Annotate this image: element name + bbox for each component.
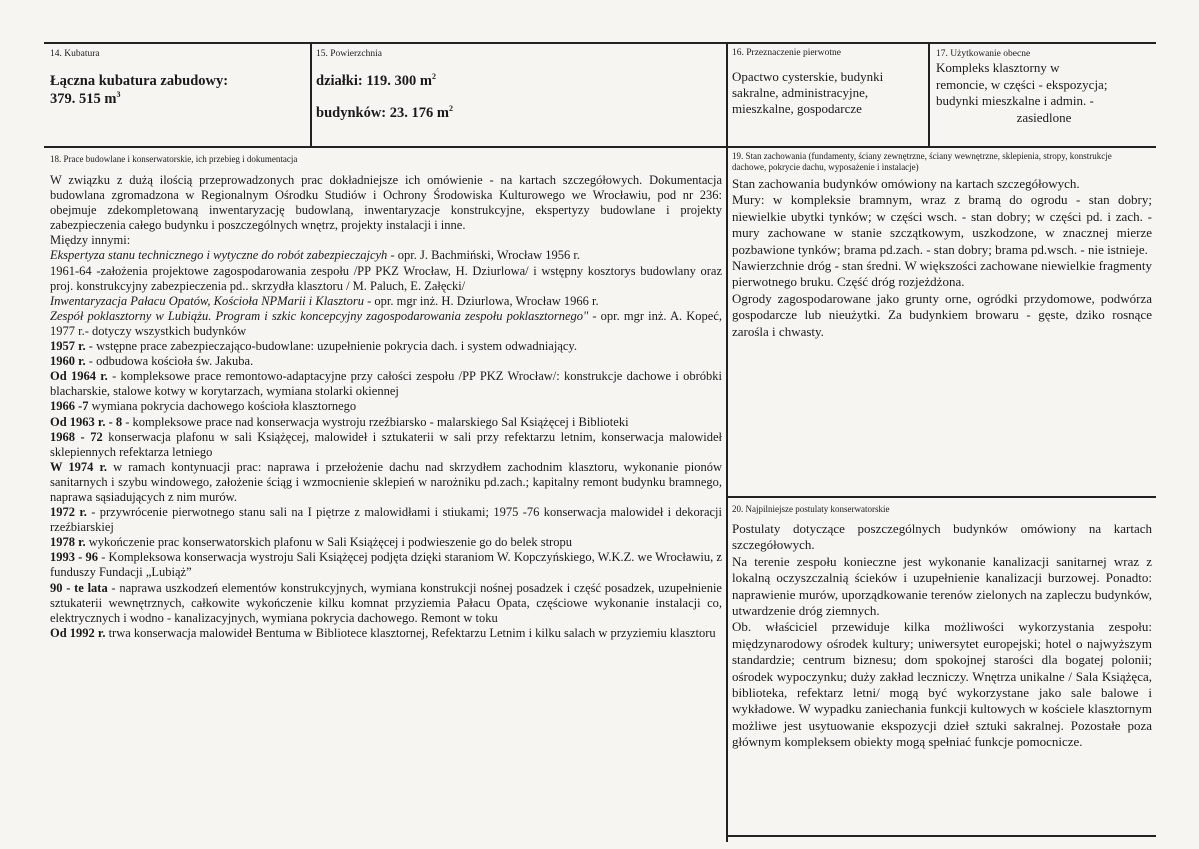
prace-doc: Ekspertyza stanu technicznego i wytyczne do robót zabezpieczajcyh - opr. J. Bachmiński, Wrocław 1956 r. bbox=[50, 248, 580, 263]
prace-entry-text: - naprawa uszkodzeń elementów konstrukcyjnych, wymiana konstrukcji nośnej posadzek i część posadzek, uzupełnienie sztukaterii wewnętrznych, całkowite wykończenie kilku komnat przyziemia Pałacu Opata, częściowe wykonanie instalacji co, elektrycznych i wodno - kanalizacyjnych, wymiana pokrycia dachowego. Remont w toku bbox=[50, 580, 722, 625]
uzytkowanie-text bbox=[936, 60, 1152, 126]
prace-entry-year: Od 1964 r. bbox=[50, 369, 108, 384]
prace-body bbox=[50, 173, 722, 641]
prace-entry bbox=[50, 415, 722, 430]
prace-entry-year: Od 1963 r. - 8 bbox=[50, 414, 123, 429]
prace-entry-year: 1957 r. bbox=[50, 339, 86, 354]
prace-entry bbox=[50, 354, 722, 369]
prace-entry bbox=[50, 550, 722, 580]
kubatura-value: 379. 515 $m^3$ bbox=[50, 90, 121, 107]
prace-entries bbox=[50, 339, 722, 641]
przeznaczenie-text bbox=[732, 69, 926, 117]
prace-entry-text: trwa konserwacja malowideł Bentuma w Bibliotece klasztornej, Refektarzu Letnim i kilku salach w przyziemiu klasztoru bbox=[105, 625, 716, 640]
stan-label: 19. Stan zachowania (fundamenty, ściany zewnętrzne, ściany wewnętrzne, sklepienia, stropy, konstrukcje dachowe, pokrycie dachu, wyposażenie i instalacje) bbox=[732, 151, 1112, 172]
prace-entry-year: 1966 -7 bbox=[50, 399, 89, 414]
powierzchnia-cell bbox=[316, 48, 722, 144]
prace-intro: W związku z dużą ilością przeprowadzonych prac dokładniejsze ich omówienie - na kartach szczegółowych. Dokumentacja budowlana zgromadzona w Regionalnym Ośrodku Studiów i Ochrony Środowiska Kulturowego we Wrocławiu, pod nr 236: obejmuje zdekompletowaną inwentaryzację budowlaną, inwentaryzacje konstrukcyjne, ekspertyzy budowlane i projekty zabezpieczenia całego budynku i poszczególnych wnętrz, projekty instalacji i inne. bbox=[50, 173, 722, 233]
uzytkowanie-line: zasiedlone bbox=[1016, 109, 1072, 125]
uzytkowanie-label: 17. Użytkowanie obecne bbox=[936, 49, 1031, 59]
prace-entry-year: W 1974 r. bbox=[50, 459, 108, 474]
prace-entry bbox=[50, 581, 722, 626]
prace-doc: 1961-64 -założenia projektowe zagospodarowania zespołu /PP PKZ Wrocław, H. Dziurlowa/ i wstępny kosztorys budowlany oraz proj. konstrukcyjny zabezpieczenia pd.. skrzydła klasztoru / M. Paluch, E. Załęcki/ bbox=[50, 263, 722, 293]
prace-entry bbox=[50, 430, 722, 460]
prace-entry-text: - przywrócenie pierwotnego stanu sali na I piętrze z malowidłami i stiukami; 1975 -76 konserwacja malowideł i dekoracji rzeźbiarskiej bbox=[50, 505, 722, 535]
top-rule bbox=[44, 42, 1156, 44]
przeznaczenie-line: sakralne, administracyjne, bbox=[732, 85, 869, 100]
row-divider bbox=[44, 146, 1156, 148]
stan-paragraph: Stan zachowania budynków omówiony na kartach szczegółowych. bbox=[732, 176, 1080, 191]
col-divider-1 bbox=[310, 42, 312, 148]
uzytkowanie-line: remoncie, w części - ekspozycja; bbox=[936, 76, 1108, 92]
bottom-rule bbox=[726, 835, 1156, 837]
prace-entry-year: 1972 r. bbox=[50, 505, 87, 520]
prace-label: 18. Prace budowlane i konserwatorskie, ich przebieg i dokumentacja bbox=[50, 154, 298, 164]
prace-doc: Inwentaryzacja Pałacu Opatów, Kościoła NPMarii i Klasztoru - opr. mgr inż. H. Dziurlowa, Wrocław 1966 r. bbox=[50, 293, 599, 308]
prace-entry-text: w ramach kontynuacji prac: naprawa i przełożenie dachu nad skrzydłem zachodnim klasztoru, wykonanie pionów sanitarnych i szybu windowego, założenie ściąg i wzmocnienie sklepień w narożniku pd.zach.; kapitalny remont budynku bramnego, naprawa sąsiadujących z nim murów. bbox=[50, 459, 722, 504]
prace-entry-year: Od 1992 r. bbox=[50, 625, 106, 640]
postulaty-body bbox=[732, 521, 1152, 751]
prace-entry-text: - kompleksowe prace nad konserwacja wystroju rzeźbiarsko - malarskiego Sal Książęcej i Biblioteki bbox=[122, 414, 629, 429]
prace-entry-text: - wstępne prace zabezpieczająco-budowlane: uzupełnienie pokrycia dach. i system odwadniający. bbox=[85, 339, 577, 354]
prace-entry-text: - kompleksowe prace remontowo-adaptacyjne przy całości zespołu /PP PKZ Wrocław/: konstrukcje dachowe i obróbki blacharskie, stalowe kotwy w korytarzach, wymiana stolarki okiennej bbox=[50, 369, 722, 399]
prace-entry-text: wymiana pokrycia dachowego kościoła klasztornego bbox=[88, 399, 357, 414]
postulaty-paragraph: Na terenie zespołu konieczne jest wykonanie kanalizacji sanitarnej wraz z lokalną oczyszczalnią ścieków i uzupełnienie kanalizacji burzowej. Ponadto: naprawienie murów, uporządkowanie terenów zielonych na zapleczu budynków, utwardzenie dróg ziemnych. bbox=[732, 553, 1152, 619]
prace-entry bbox=[50, 460, 722, 505]
stan-cell bbox=[732, 151, 1152, 493]
prace-entry-year: 1978 r. bbox=[50, 535, 86, 550]
przeznaczenie-label: 16. Przeznaczenie pierwotne bbox=[732, 48, 841, 58]
prace-entry-year: 1968 - 72 bbox=[50, 429, 103, 444]
stan-body bbox=[732, 176, 1152, 340]
prace-cell bbox=[50, 153, 722, 843]
postulaty-label: 20. Najpilniejsze postulaty konserwatorskie bbox=[732, 504, 890, 514]
prace-doc: Zespół poklasztorny w Lubiążu. Program i szkic koncepcyjny zagospodarowania zespołu poklasztornego" - opr. mgr inż. A. Kopeć, 1977 r.- dotyczy wszystkich budynków bbox=[50, 308, 722, 338]
prace-entry bbox=[50, 535, 722, 550]
kubatura-label: 14. Kubatura bbox=[50, 49, 100, 59]
budynkow-value: budynków: 23. 176 $m^2$ bbox=[316, 104, 453, 121]
powierzchnia-label: 15. Powierzchnia bbox=[316, 49, 382, 59]
stan-paragraph: Nawierzchnie dróg - stan średni. W większości zachowane niewielkie fragmenty pierwotnego bruku. Część dróg rozjeżdżona. bbox=[732, 258, 1152, 290]
uzytkowanie-line: Kompleks klasztorny w bbox=[936, 60, 1060, 75]
kubatura-cell bbox=[50, 48, 306, 144]
przeznaczenie-line: mieszkalne, gospodarcze bbox=[732, 101, 862, 116]
przeznaczenie-line: Opactwo cysterskie, budynki bbox=[732, 69, 884, 84]
prace-entry bbox=[50, 339, 722, 354]
prace-entry-year: 1993 - 96 bbox=[50, 550, 99, 565]
prace-entry-text: wykończenie prac konserwatorskich plafonu w Sali Książęcej i podwieszenie go do belek stropu bbox=[85, 535, 572, 550]
prace-entry-year: 90 - te lata bbox=[50, 580, 108, 595]
prace-entry-text: - Kompleksowa konserwacja wystroju Sali Książęcej podjęta dzięki staraniom W. Kopczyńskiego, W.K.Z. we Wrocławiu, z funduszy Fundacji „Lubiąż” bbox=[50, 550, 722, 580]
uzytkowanie-cell bbox=[936, 48, 1152, 144]
prace-entry bbox=[50, 505, 722, 535]
prace-entry bbox=[50, 399, 722, 414]
stan-paragraph: Mury: w kompleksie bramnym, wraz z bramą do ogrodu - stan dobry; niewielkie ubytki tynków; w części wsch. - stan dobry; w części pd. i zach. - mury zachowane w stanie szczątkowym, uszkodzone, w znacznej mierze pozbawione tynków; brama pd.zach. - stan dobry; brama pd.wsch. - nie istnieje. bbox=[732, 192, 1152, 257]
prace-entry-text: - odbudowa kościoła św. Jakuba. bbox=[85, 354, 254, 369]
prace-entry bbox=[50, 369, 722, 399]
dzialki-value: działki: 119. 300 $m^2$ bbox=[316, 72, 437, 89]
przeznaczenie-cell bbox=[732, 47, 926, 143]
postulaty-divider bbox=[726, 496, 1156, 498]
col-divider-3 bbox=[928, 42, 930, 148]
kubatura-title: Łączna kubatura zabudowy: bbox=[50, 73, 229, 89]
prace-entry bbox=[50, 626, 722, 641]
postulaty-paragraph: Ob. właściciel przewiduje kilka możliwości wykorzystania zespołu: międzynarodowy ośrodek kultury; uniwersytet europejski; hotel o najwyższym standardzie; centrum biznesu; dom spokojnej starości dla bogatej polonii; ośrodek wypoczynku; duży zakład leczniczy. Wnętrza unikalne / Sala Książęca, biblioteka, refektarz letni/ mogą być wykorzystane jako sale balowe i wykładowe. W wypadku zaniechania funkcji kultowych w kościele klasztornym możliwe jest usytuowanie ekspozycji dzieł sztuki sakralnej. Pozostałe poza głównym kompleksem obiekty mogą spełniać funkcje pomocnicze. bbox=[732, 619, 1152, 750]
prace-entry-year: 1960 r. bbox=[50, 354, 86, 369]
prace-entry-text: konserwacja plafonu w sali Książęcej, malowideł i sztukaterii w sali przy refektarzu letnim, konserwacja malowideł sklepiennych refektarza letniego bbox=[50, 429, 722, 459]
col-divider-2 bbox=[726, 42, 728, 842]
prace-among: Między innymi: bbox=[50, 233, 131, 248]
postulaty-paragraph: Postulaty dotyczące poszczególnych budynków omówiony na kartach szczegółowych. bbox=[732, 521, 1152, 553]
stan-paragraph: Ogrody zagospodarowane jako grunty orne, ogródki przydomowe, podwórza gospodarcze lub nieużytki. Za budynkiem browaru - gęste, dziko rosnące zarośla i chwasty. bbox=[732, 290, 1152, 339]
uzytkowanie-line: budynki mieszkalne i admin. - bbox=[936, 93, 1094, 108]
postulaty-cell bbox=[732, 503, 1152, 833]
